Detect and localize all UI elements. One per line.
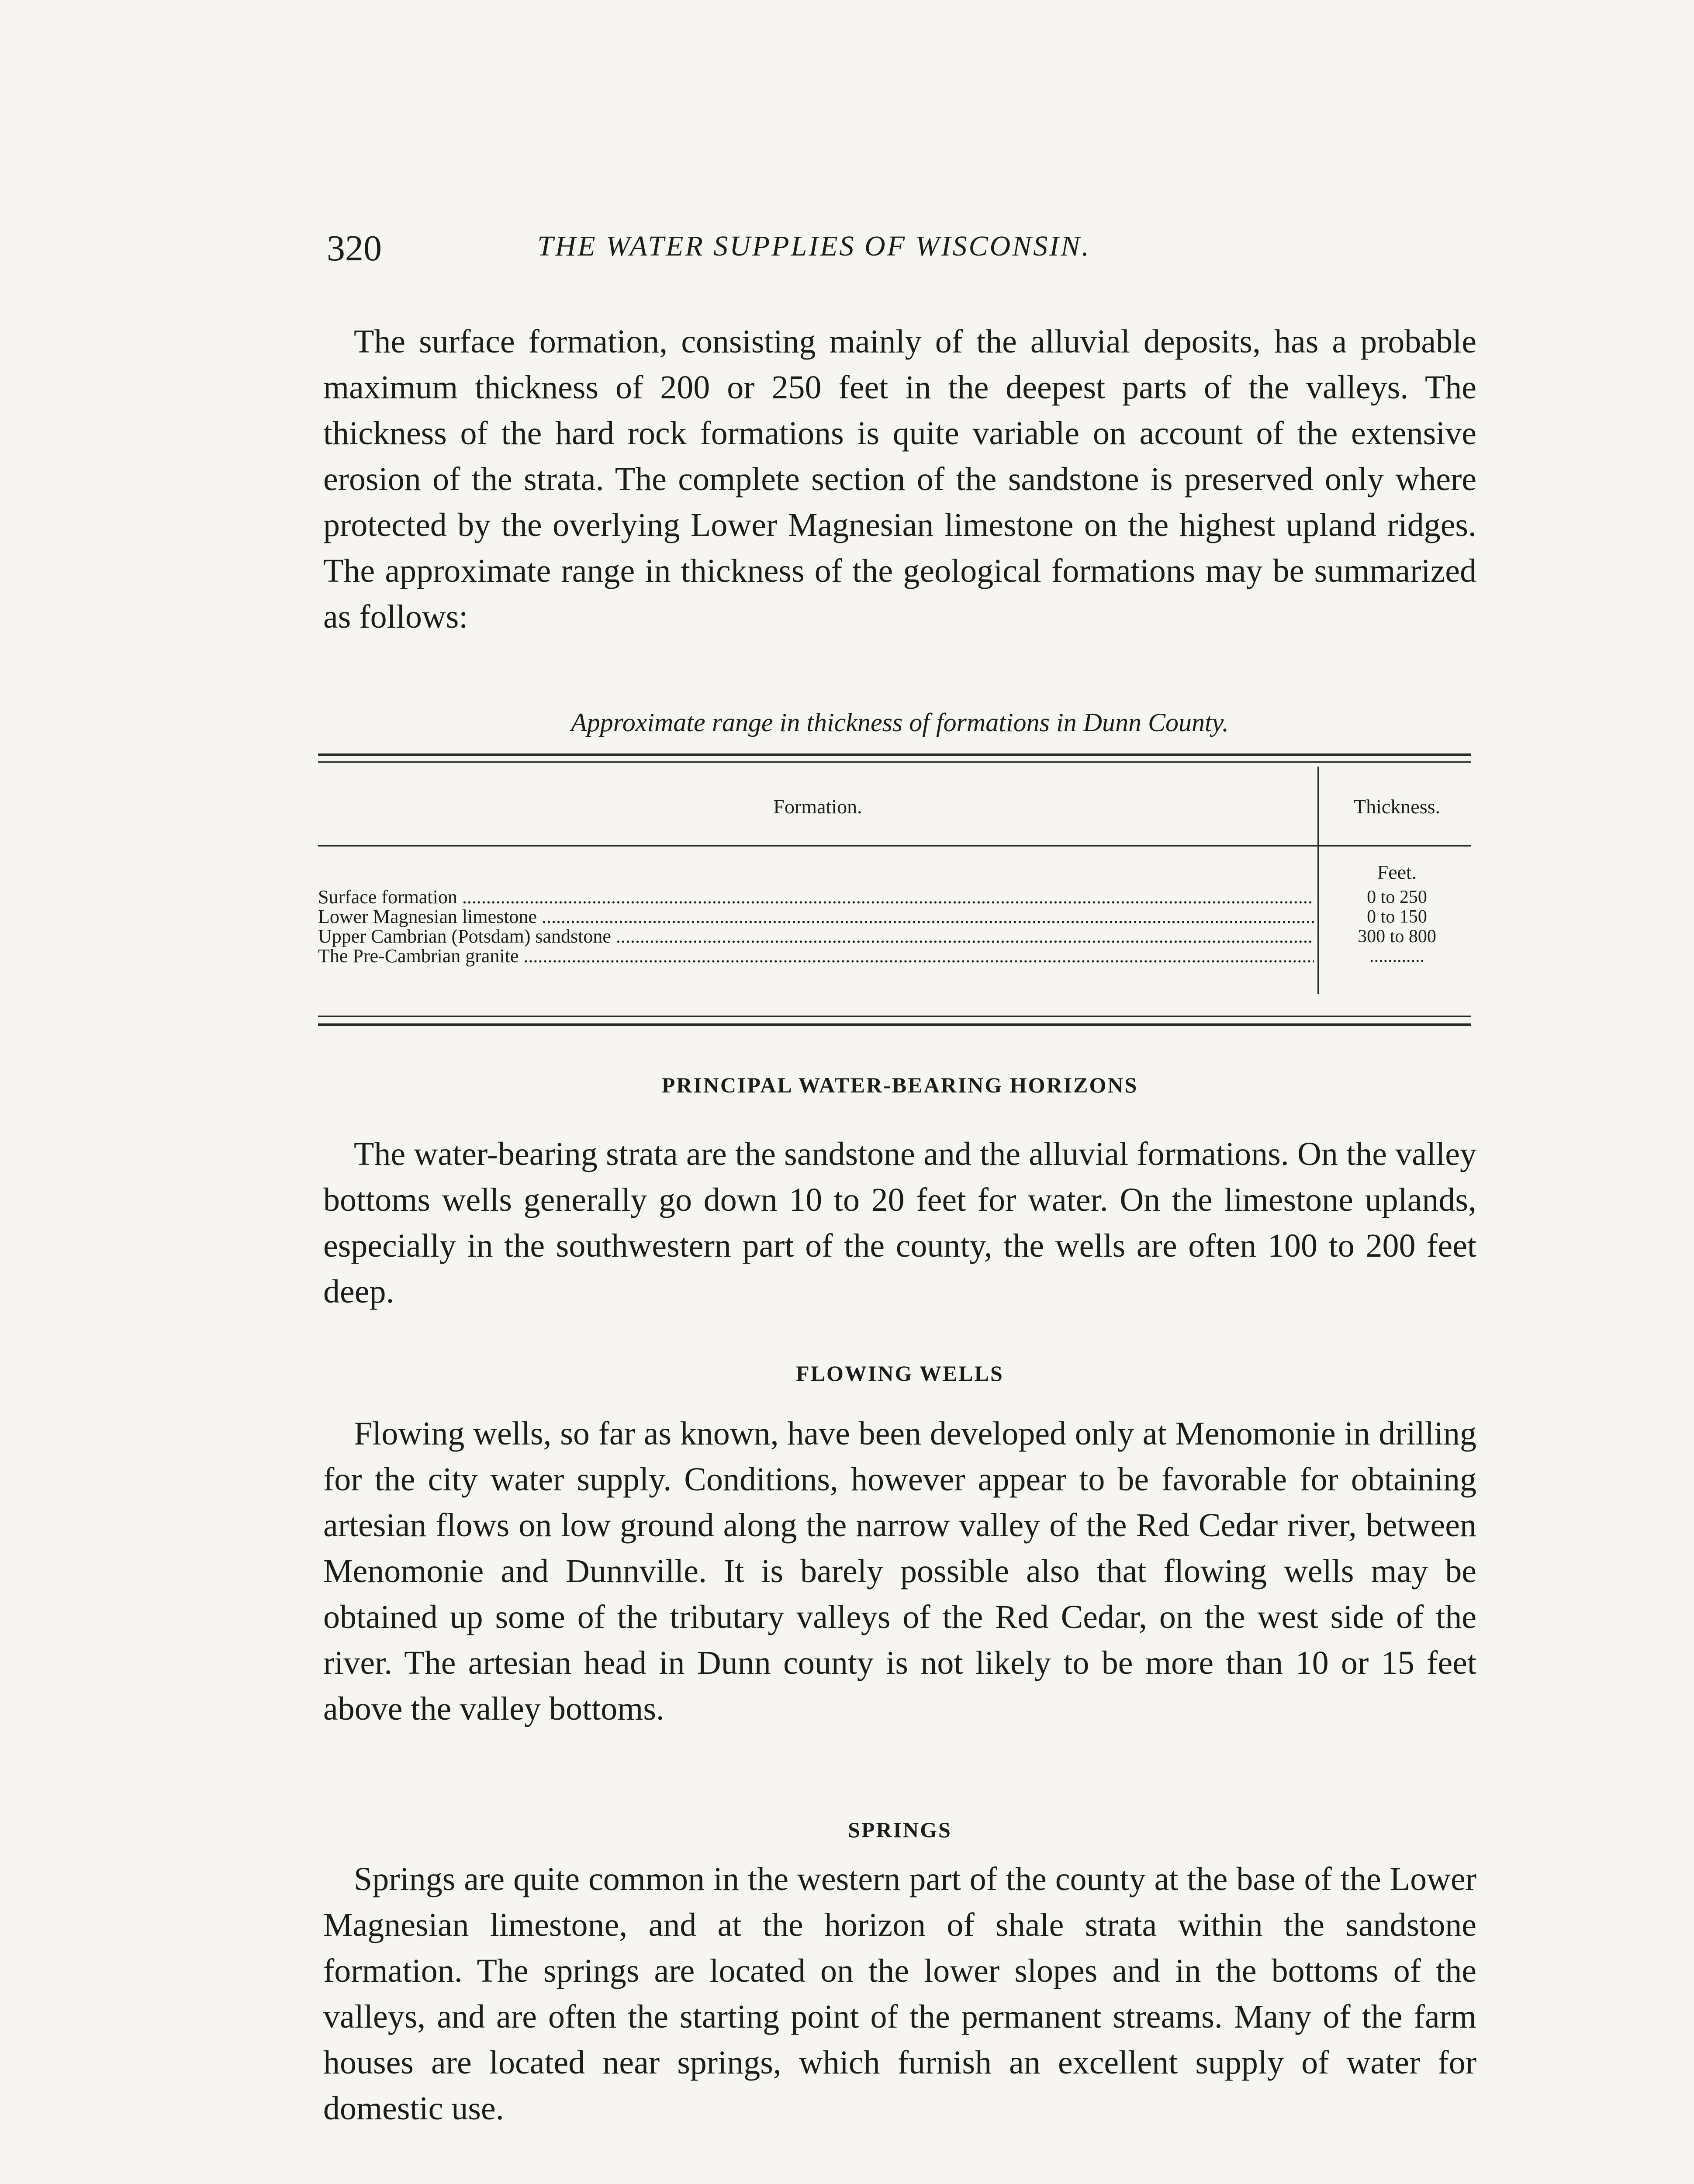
- formation-thickness: 300 to 800: [1358, 926, 1436, 947]
- section-heading-springs: SPRINGS: [848, 1818, 952, 1842]
- section-heading-flowing-wells: FLOWING WELLS: [796, 1361, 1004, 1386]
- table-header-rule: [318, 845, 1471, 847]
- table-caption: Approximate range in thickness of formations in Dunn County.: [570, 708, 1229, 737]
- water-bearing-paragraph: The water-bearing strata are the sandstone and the alluvial formations. On the valley bottoms wells generally go down 10 to 20 feet for water. On the limestone uplands, especially in the southwestern part of the county, the wells are often 100 to 200 feet deep.: [323, 1136, 1476, 1310]
- page-header: [0, 227, 1694, 275]
- section-heading-water-bearing: PRINCIPAL WATER-BEARING HORIZONS: [661, 1073, 1138, 1097]
- flowing-wells-paragraph: Flowing wells, so far as known, have been developed only at Menomonie in drilling for the city water supply. Conditions, however appear to be favorable for obtaining artesian flows on low ground along the narrow valley of the Red Cedar river, between Menomonie and Dunnville. It is barely possible also that flowing wells may be obtained up some of the tributary valleys of the Red Cedar, on the west side of the river. The artesian head in Dunn county is not likely to be more than 10 or 15 feet above the valley bottoms.: [323, 1415, 1476, 1727]
- thickness-table: [318, 753, 1471, 1029]
- table-top-rule: [318, 753, 1471, 756]
- table-bottom-rule: [318, 1023, 1471, 1026]
- table-row: [318, 946, 1471, 967]
- springs-paragraph: Springs are quite common in the western part of the county at the base of the Lower Magnesian limestone, and at the horizon of shale strata within the sandstone formation. The springs are located on the lower slopes and in the bottoms of the valleys, and are often the starting point of the permanent streams. Many of the farm houses are located near springs, which furnish an excellent supply of water for domestic use.: [323, 1861, 1476, 2127]
- page-number: 320: [327, 228, 382, 269]
- intro-paragraph: The surface formation, consisting mainly of the alluvial deposits, has a probable maximum thickness of 200 or 250 feet in the deepest parts of the valleys. The thickness of the hard rock formations is quite variable on account of the extensive erosion of the strata. The complete section of the sandstone is preserved only where protected by the overlying Lower Magnesian limestone on the highest upland ridges. The approximate range in thickness of the geological formations may be summarized as follows:: [323, 323, 1476, 635]
- formation-thickness: 0 to 250: [1367, 887, 1427, 907]
- table-row: [318, 887, 1471, 908]
- table-row: [318, 906, 1471, 927]
- column-header-thickness: Thickness.: [1353, 795, 1440, 818]
- thickness-units: Feet.: [1377, 861, 1417, 883]
- formation-name: Upper Cambrian (Potsdam) sandstone .....: [318, 926, 1314, 947]
- table-bottom-rule-thin: [318, 1016, 1471, 1017]
- formation-thickness: 0 to 150: [1367, 907, 1427, 927]
- formation-thickness: ............: [1369, 946, 1424, 966]
- running-title: THE WATER SUPPLIES OF WISCONSIN.: [537, 230, 1091, 262]
- table-top-rule-thin: [318, 761, 1471, 763]
- formation-name: Surface formation .....: [318, 887, 1314, 908]
- formation-name: The Pre-Cambrian granite .....: [318, 946, 1314, 967]
- table-row: [318, 926, 1471, 947]
- formation-name: Lower Magnesian limestone .....: [318, 906, 1314, 927]
- column-header-formation: Formation.: [773, 795, 862, 818]
